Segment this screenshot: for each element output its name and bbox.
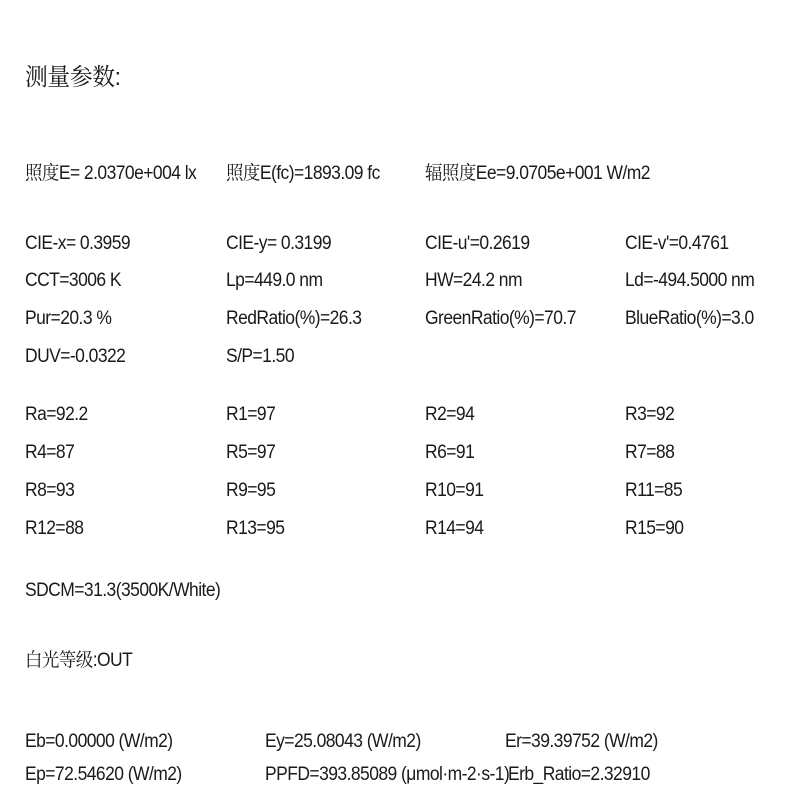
s-p-ratio: S/P=1.50 [226, 346, 294, 367]
cie-u-prime: CIE-u'=0.2619 [425, 233, 530, 254]
peak-wavelength: Lp=449.0 nm [226, 270, 323, 291]
er: Er=39.39752 (W/m2) [505, 731, 658, 752]
blue-ratio: BlueRatio(%)=3.0 [625, 308, 754, 329]
ey: Ey=25.08043 (W/m2) [265, 731, 421, 752]
irradiance-ee: 辐照度Ee=9.0705e+001 W/m2 [425, 163, 650, 184]
r3: R3=92 [625, 404, 675, 425]
eb: Eb=0.00000 (W/m2) [25, 731, 173, 752]
r2: R2=94 [425, 404, 475, 425]
ppfd: PPFD=393.85089 (μmol·m-2·s-1) [265, 764, 510, 785]
illuminance-fc: 照度E(fc)=1893.09 fc [226, 163, 380, 184]
purity: Pur=20.3 % [25, 308, 112, 329]
duv: DUV=-0.0322 [25, 346, 126, 367]
page-title: 测量参数: [25, 64, 121, 91]
cie-y: CIE-y= 0.3199 [226, 233, 332, 254]
cct: CCT=3006 K [25, 270, 122, 291]
r8: R8=93 [25, 480, 75, 501]
r10: R10=91 [425, 480, 484, 501]
ra: Ra=92.2 [25, 404, 88, 425]
erb-ratio: Erb_Ratio=2.32910 [508, 764, 650, 785]
half-width: HW=24.2 nm [425, 270, 522, 291]
dominant-wavelength: Ld=-494.5000 nm [625, 270, 755, 291]
sdcm: SDCM=31.3(3500K/White) [25, 580, 221, 601]
cie-v-prime: CIE-v'=0.4761 [625, 233, 729, 254]
r4: R4=87 [25, 442, 75, 463]
r15: R15=90 [625, 518, 684, 539]
illuminance-lx: 照度E= 2.0370e+004 lx [25, 163, 197, 184]
cie-x: CIE-x= 0.3959 [25, 233, 131, 254]
r7: R7=88 [625, 442, 675, 463]
r5: R5=97 [226, 442, 276, 463]
green-ratio: GreenRatio(%)=70.7 [425, 308, 576, 329]
white-light-grade: 白光等级:OUT [25, 650, 133, 671]
r9: R9=95 [226, 480, 276, 501]
r1: R1=97 [226, 404, 276, 425]
r14: R14=94 [425, 518, 484, 539]
r11: R11=85 [625, 480, 683, 501]
r6: R6=91 [425, 442, 475, 463]
r12: R12=88 [25, 518, 84, 539]
ep: Ep=72.54620 (W/m2) [25, 764, 182, 785]
red-ratio: RedRatio(%)=26.3 [226, 308, 362, 329]
r13: R13=95 [226, 518, 285, 539]
